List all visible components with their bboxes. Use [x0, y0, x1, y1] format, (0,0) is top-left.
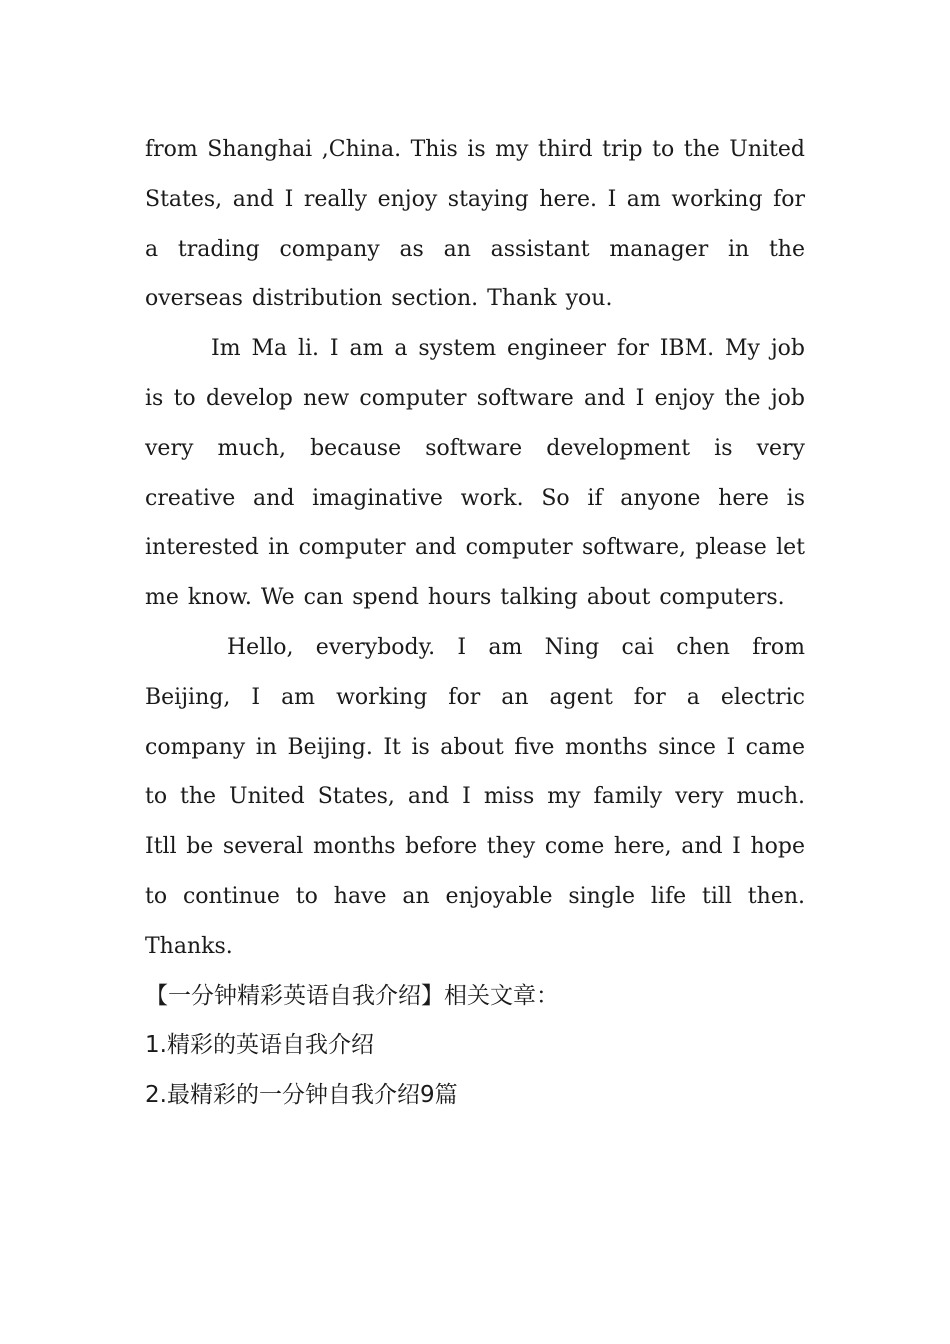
related-article-link-1[interactable]: 1.精彩的英语自我介绍: [145, 1032, 374, 1059]
paragraph-shanghai-intro: from Shanghai ,China. This is my third trip to the United States, and I really enjoy staying here. I am working for a trading company as an assistant manager in the overseas distribution section. Thank you.: [145, 137, 805, 312]
related-articles-heading: 【一分钟精彩英语自我介绍】相关文章：: [145, 982, 559, 1009]
document-body: [145, 125, 805, 1121]
related-article-link-2[interactable]: 2.最精彩的一分钟自我介绍9篇: [145, 1082, 458, 1109]
paragraph-ma-li-intro: Im Ma li. I am a system engineer for IBM. My job is to develop new computer software and I enjoy the job very much, because software development is very creative and imaginative work. So if anyone here is interested in computer and computer software, please let me know. We can spend hours talking about computers.: [145, 336, 805, 611]
paragraph-ning-cai-chen-intro: Hello, everybody. I am Ning cai chen from Beijing, I am working for an agent for a electric company in Beijing. It is about five months since I came to the United States, and I miss my family very much. Itll be several months before they come here, and I hope to continue to have an enjoyable single life till then. Thanks.: [145, 634, 805, 959]
